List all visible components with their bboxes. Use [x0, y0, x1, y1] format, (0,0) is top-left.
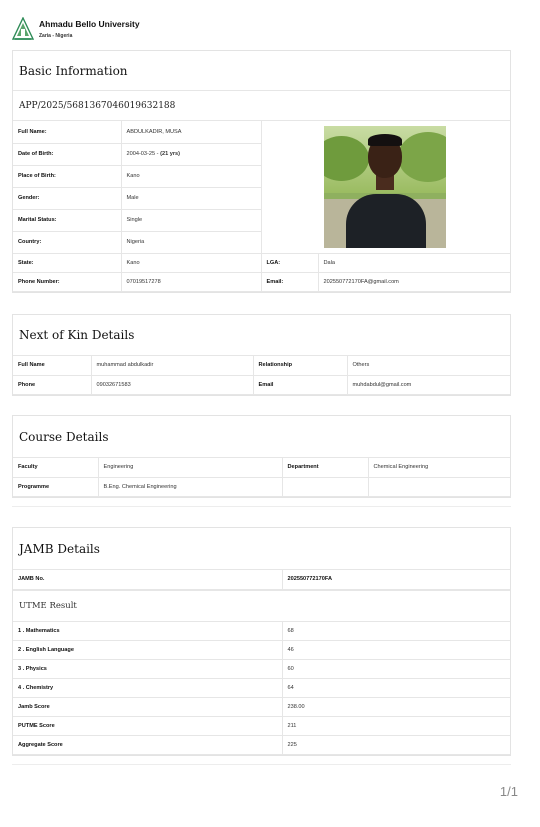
- jamb-number-value: 202550772170FA: [282, 570, 510, 589]
- programme-value: B.Eng. Chemical Engineering: [98, 477, 282, 496]
- subject-label: 4 . Chemistry: [13, 679, 282, 698]
- table-row: [13, 641, 510, 660]
- subject-score: 60: [282, 660, 510, 679]
- jamb-number-table: [13, 570, 510, 590]
- course-details-table: [13, 458, 510, 497]
- dob-date: 2004-03-25 -: [126, 151, 161, 157]
- phone-number-value: 07019517278: [121, 272, 261, 291]
- state-label: State:: [13, 253, 121, 272]
- table-row: [13, 698, 510, 717]
- subject-score: 68: [282, 622, 510, 641]
- email-label: Email:: [261, 272, 318, 291]
- course-details-card: [12, 415, 511, 498]
- kin-relationship-label: Relationship: [253, 356, 347, 375]
- university-location: Zaria - Nigeria: [39, 33, 73, 39]
- faculty-label: Faculty: [13, 458, 98, 477]
- table-row: [13, 121, 510, 143]
- jamb-number-label: JAMB No.: [13, 570, 282, 589]
- photo-cell: [261, 121, 510, 253]
- programme-label: Programme: [13, 477, 98, 496]
- jamb-score-value: 238.00: [282, 698, 510, 717]
- kin-email-label: Email: [253, 375, 347, 394]
- kin-name-value: muhammad abdulkadir: [91, 356, 253, 375]
- jamb-details-title: JAMB Details: [13, 528, 510, 570]
- subject-score: 64: [282, 679, 510, 698]
- gender-label: Gender:: [13, 187, 121, 209]
- table-row: [13, 570, 510, 589]
- faculty-value: Engineering: [98, 458, 282, 477]
- table-row: [13, 272, 510, 291]
- table-row: [13, 622, 510, 641]
- table-row: [13, 660, 510, 679]
- table-row: [13, 717, 510, 736]
- country-label: Country:: [13, 231, 121, 253]
- table-row: [13, 253, 510, 272]
- aggregate-score-label: Aggregate Score: [13, 736, 282, 755]
- country-value: Nigeria: [121, 231, 261, 253]
- utme-result-title: UTME Result: [13, 590, 510, 622]
- kin-phone-value: 09032671583: [91, 375, 253, 394]
- next-of-kin-title: Next of Kin Details: [13, 315, 510, 356]
- basic-information-title: Basic Information: [13, 51, 510, 91]
- table-row: [13, 679, 510, 698]
- kin-name-label: Full Name: [13, 356, 91, 375]
- dob-value: [121, 143, 261, 165]
- next-of-kin-card: [12, 314, 511, 396]
- kin-relationship-value: Others: [347, 356, 510, 375]
- kin-email-value: muhdabdul@gmail.com: [347, 375, 510, 394]
- table-row: [13, 375, 510, 394]
- full-name-value: ABDULKADIR, MUSA: [121, 121, 261, 143]
- department-value: Chemical Engineering: [368, 458, 510, 477]
- course-details-title: Course Details: [13, 416, 510, 458]
- full-name-label: Full Name:: [13, 121, 121, 143]
- marital-status-value: Single: [121, 209, 261, 231]
- subject-label: 2 . English Language: [13, 641, 282, 660]
- applicant-photo: [324, 126, 446, 248]
- marital-status-label: Marital Status:: [13, 209, 121, 231]
- state-value: Kano: [121, 253, 261, 272]
- lga-value: Dala: [318, 253, 510, 272]
- phone-number-label: Phone Number:: [13, 272, 121, 291]
- subject-label: 3 . Physics: [13, 660, 282, 679]
- utme-result-table: [13, 622, 510, 756]
- next-of-kin-table: [13, 356, 510, 395]
- table-row: [13, 356, 510, 375]
- dob-label: Date of Birth:: [13, 143, 121, 165]
- dob-age: (21 yrs): [160, 151, 180, 157]
- subject-label: 1 . Mathematics: [13, 622, 282, 641]
- basic-information-card: [12, 50, 511, 293]
- subject-score: 46: [282, 641, 510, 660]
- table-row: [13, 736, 510, 755]
- kin-phone-label: Phone: [13, 375, 91, 394]
- putme-score-label: PUTME Score: [13, 717, 282, 736]
- aggregate-score-value: 225: [282, 736, 510, 755]
- email-value: 202550772170FA@gmail.com: [318, 272, 510, 291]
- basic-information-table: [13, 121, 510, 292]
- putme-score-value: 211: [282, 717, 510, 736]
- table-row: [13, 477, 510, 496]
- lga-label: LGA:: [261, 253, 318, 272]
- jamb-score-label: Jamb Score: [13, 698, 282, 717]
- table-row: [13, 458, 510, 477]
- university-logo-icon: [12, 17, 34, 41]
- place-of-birth-value: Kano: [121, 165, 261, 187]
- application-number: APP/2025/5681367046019632188: [13, 91, 510, 121]
- page-indicator: 1/1: [499, 784, 518, 799]
- jamb-details-card: [12, 527, 511, 756]
- university-name: Ahmadu Bello University: [39, 19, 140, 29]
- place-of-birth-label: Place of Birth:: [13, 165, 121, 187]
- department-label: Department: [282, 458, 368, 477]
- gender-value: Male: [121, 187, 261, 209]
